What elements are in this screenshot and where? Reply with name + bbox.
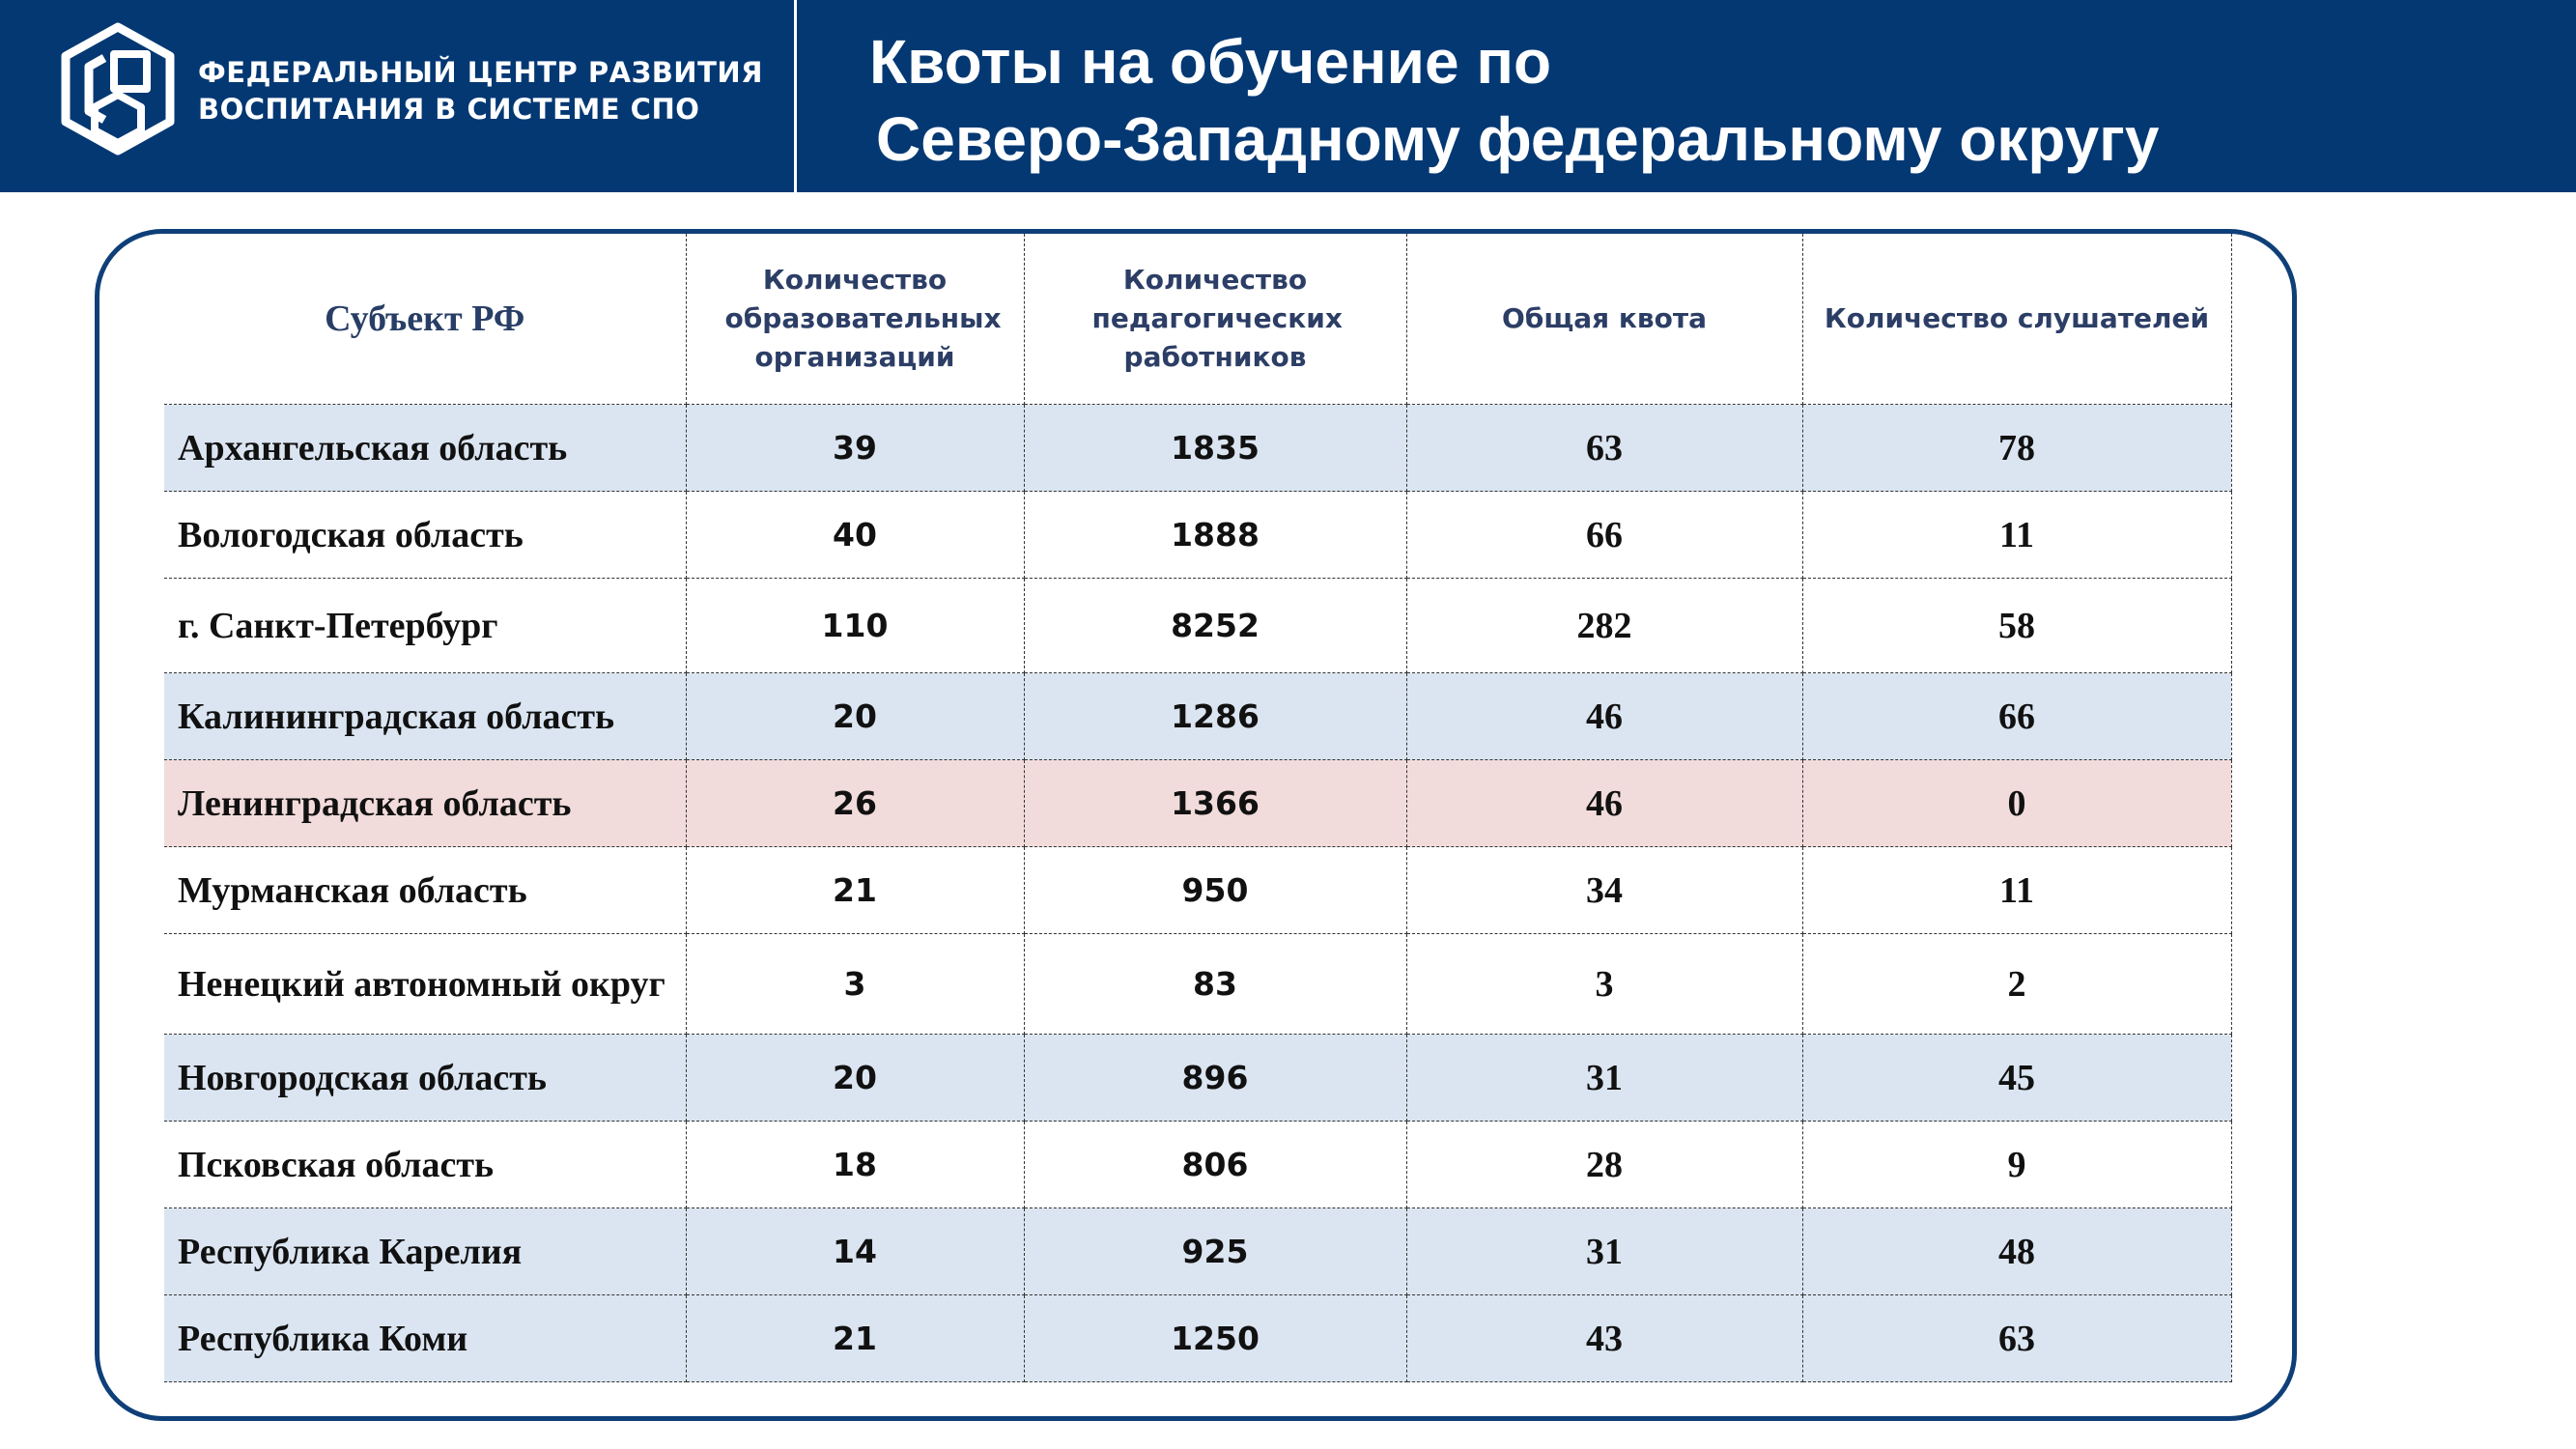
table-row <box>164 760 2231 847</box>
cell-listeners-count: 0 <box>1802 760 2231 847</box>
cell-orgs-count: 21 <box>686 1295 1024 1382</box>
table-row <box>164 1208 2231 1295</box>
column-header-orgs-text: Количество образовательных организаций <box>724 264 1002 373</box>
column-header-subject: Субъект РФ <box>164 234 686 405</box>
cell-listeners-count: 78 <box>1802 405 2231 492</box>
page-title-line1: Квоты на обучение по <box>869 27 1552 97</box>
cell-subject-name: Новгородская область <box>164 1035 686 1122</box>
cell-teachers-count: 896 <box>1024 1035 1406 1122</box>
table-row <box>164 405 2231 492</box>
cell-quota: 66 <box>1406 492 1802 579</box>
cell-teachers-count: 1286 <box>1024 673 1406 760</box>
cell-teachers-count: 1888 <box>1024 492 1406 579</box>
cell-listeners-count: 63 <box>1802 1295 2231 1382</box>
cell-orgs-count: 3 <box>686 934 1024 1035</box>
cell-teachers-count: 8252 <box>1024 579 1406 673</box>
cell-quota: 43 <box>1406 1295 1802 1382</box>
cell-quota: 28 <box>1406 1122 1802 1208</box>
column-header-listeners: Количество слушателей <box>1802 234 2231 405</box>
cell-orgs-count: 21 <box>686 847 1024 934</box>
cell-quota: 46 <box>1406 673 1802 760</box>
table-row <box>164 934 2231 1035</box>
cell-subject-name: Мурманская область <box>164 847 686 934</box>
org-name <box>198 54 763 128</box>
cell-listeners-count: 2 <box>1802 934 2231 1035</box>
column-header-teachers-text: Количество педагогических работников <box>1091 264 1343 373</box>
cell-orgs-count: 14 <box>686 1208 1024 1295</box>
cell-teachers-count: 1835 <box>1024 405 1406 492</box>
table-row <box>164 847 2231 934</box>
cell-quota: 46 <box>1406 760 1802 847</box>
cell-teachers-count: 1366 <box>1024 760 1406 847</box>
cell-orgs-count: 39 <box>686 405 1024 492</box>
cell-subject-name: Вологодская область <box>164 492 686 579</box>
cell-listeners-count: 9 <box>1802 1122 2231 1208</box>
header-bar <box>0 0 2576 192</box>
cell-orgs-count: 20 <box>686 673 1024 760</box>
table-header-row <box>164 234 2231 405</box>
cell-listeners-count: 48 <box>1802 1208 2231 1295</box>
cell-teachers-count: 950 <box>1024 847 1406 934</box>
quota-table <box>164 234 2232 1382</box>
cell-subject-name: Калининградская область <box>164 673 686 760</box>
cell-listeners-count: 58 <box>1802 579 2231 673</box>
cell-quota: 31 <box>1406 1035 1802 1122</box>
cell-quota: 34 <box>1406 847 1802 934</box>
cell-teachers-count: 1250 <box>1024 1295 1406 1382</box>
table-body <box>164 405 2231 1382</box>
cell-listeners-count: 11 <box>1802 492 2231 579</box>
table-row <box>164 579 2231 673</box>
table-row <box>164 1295 2231 1382</box>
table-row <box>164 1122 2231 1208</box>
cell-subject-name: Архангельская область <box>164 405 686 492</box>
cell-quota: 3 <box>1406 934 1802 1035</box>
cell-subject-name: г. Санкт-Петербург <box>164 579 686 673</box>
hexagon-spo-logo-icon <box>56 21 180 156</box>
cell-listeners-count: 45 <box>1802 1035 2231 1122</box>
org-name-line2: ВОСПИТАНИЯ В СИСТЕМЕ СПО <box>198 93 700 126</box>
cell-subject-name: Псковская область <box>164 1122 686 1208</box>
cell-orgs-count: 18 <box>686 1122 1024 1208</box>
table-row <box>164 492 2231 579</box>
cell-quota: 31 <box>1406 1208 1802 1295</box>
cell-quota: 282 <box>1406 579 1802 673</box>
cell-orgs-count: 40 <box>686 492 1024 579</box>
cell-listeners-count: 11 <box>1802 847 2231 934</box>
column-header-quota: Общая квота <box>1406 234 1802 405</box>
cell-orgs-count: 20 <box>686 1035 1024 1122</box>
page-title-line2: Северо-Западному федеральному округу <box>876 104 2160 174</box>
cell-orgs-count: 26 <box>686 760 1024 847</box>
cell-subject-name: Республика Карелия <box>164 1208 686 1295</box>
header-divider <box>794 0 797 192</box>
org-name-line1: ФЕДЕРАЛЬНЫЙ ЦЕНТР РАЗВИТИЯ <box>198 56 763 89</box>
table-row <box>164 1035 2231 1122</box>
table-row <box>164 673 2231 760</box>
cell-listeners-count: 66 <box>1802 673 2231 760</box>
cell-subject-name: Ленинградская область <box>164 760 686 847</box>
cell-quota: 63 <box>1406 405 1802 492</box>
page-title <box>869 23 2159 178</box>
column-header-orgs <box>686 234 1024 405</box>
cell-subject-name: Ненецкий автономный округ <box>164 934 686 1035</box>
cell-teachers-count: 83 <box>1024 934 1406 1035</box>
column-header-teachers <box>1024 234 1406 405</box>
cell-teachers-count: 806 <box>1024 1122 1406 1208</box>
cell-subject-name: Республика Коми <box>164 1295 686 1382</box>
cell-orgs-count: 110 <box>686 579 1024 673</box>
cell-teachers-count: 925 <box>1024 1208 1406 1295</box>
